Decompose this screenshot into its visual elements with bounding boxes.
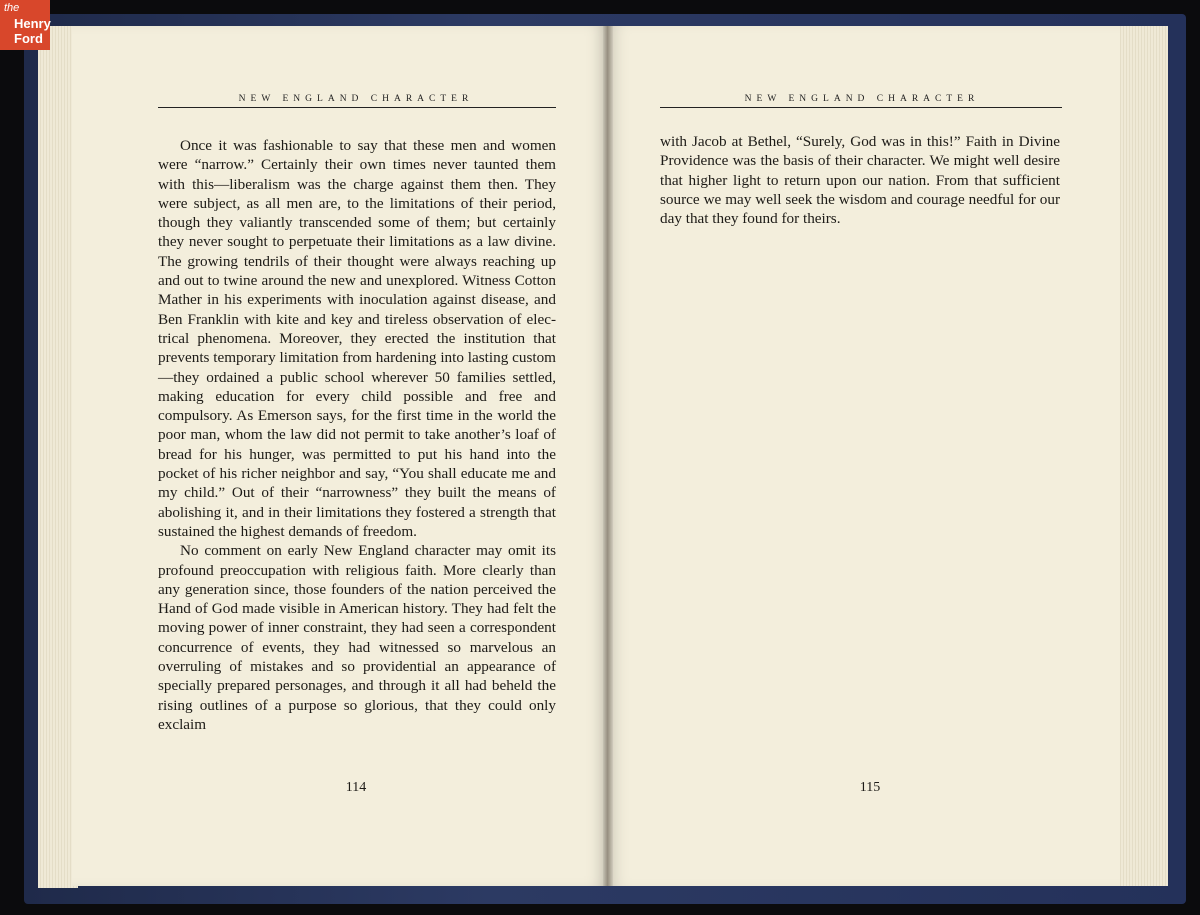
paragraph: Once it was fashionable to say that these men and women were “narrow.” Certainly their own times never taunted them with this—liberalism was the charge against them then. They were subject, as all men are, to the limitations of their period, though they valiantly transcended some of them; but certainly they never sought to perpetuate their limitations as a law divine. The growing tendrils of their thought were always reaching up and out to twine around the new and unexplored. Witness Cotton Mather in his experiments with inoculation against disease, and Ben Franklin with kite and key and tireless observation of electrical phenomena. Moreover, they erected the institution that prevents temporary limitation from hardening into lasting custom—they ordained a public school wherever 50 families settled, making education for every child possible and free and compulsory. As Emerson says, for the first time in the world the poor man, whom the law did not permit to take another’s loaf of bread for his hunger, was permitted to put his hand into the pocket of his richer neighbor and say, “You shall educate me and my child.” Out of their “narrowness” they built the means of abolishing it, and in their limitations they fostered a strength that sustained the highest demands of freedom. xyxy=(158,137,556,540)
page-edges-right xyxy=(1120,26,1168,886)
header-rule xyxy=(158,107,556,108)
henry-ford-logo xyxy=(0,0,50,50)
logo-text: Henry xyxy=(14,16,51,31)
body-text xyxy=(158,136,556,734)
body-text xyxy=(660,132,1060,228)
page-number: 114 xyxy=(345,780,367,795)
running-head: NEW ENGLAND CHARACTER xyxy=(744,94,980,104)
paragraph: with Jacob at Bethel, “Surely, God was in this!” Faith in Divine Providence was the basis of their character. We might well desire that higher light to return upon our nation. From that sufficient source we may well seek the wisdom and courage needful for our day that they found for theirs. xyxy=(660,133,1060,228)
paragraph: No comment on early New England character may omit its profound preoccupation with religious faith. More clearly than any generation since, those founders of the nation perceived the Hand of God made visible in American history. They had felt the moving power of inner constraint, they had seen a correspondent concurrence of events, they had witnessed so marvelous an overruling of mistakes and so providential an appearance of specially prepared personages, and through it all had beheld the rising outlines of a purpose so glorious, that they could only exclaim xyxy=(158,542,556,733)
right-page xyxy=(608,26,1120,886)
left-page xyxy=(72,26,608,886)
header-rule xyxy=(660,107,1062,108)
logo-text: the xyxy=(4,2,20,14)
logo-text: Ford xyxy=(14,31,43,46)
book-gutter xyxy=(603,26,613,886)
page-number: 115 xyxy=(859,780,881,795)
running-head: NEW ENGLAND CHARACTER xyxy=(238,94,474,104)
